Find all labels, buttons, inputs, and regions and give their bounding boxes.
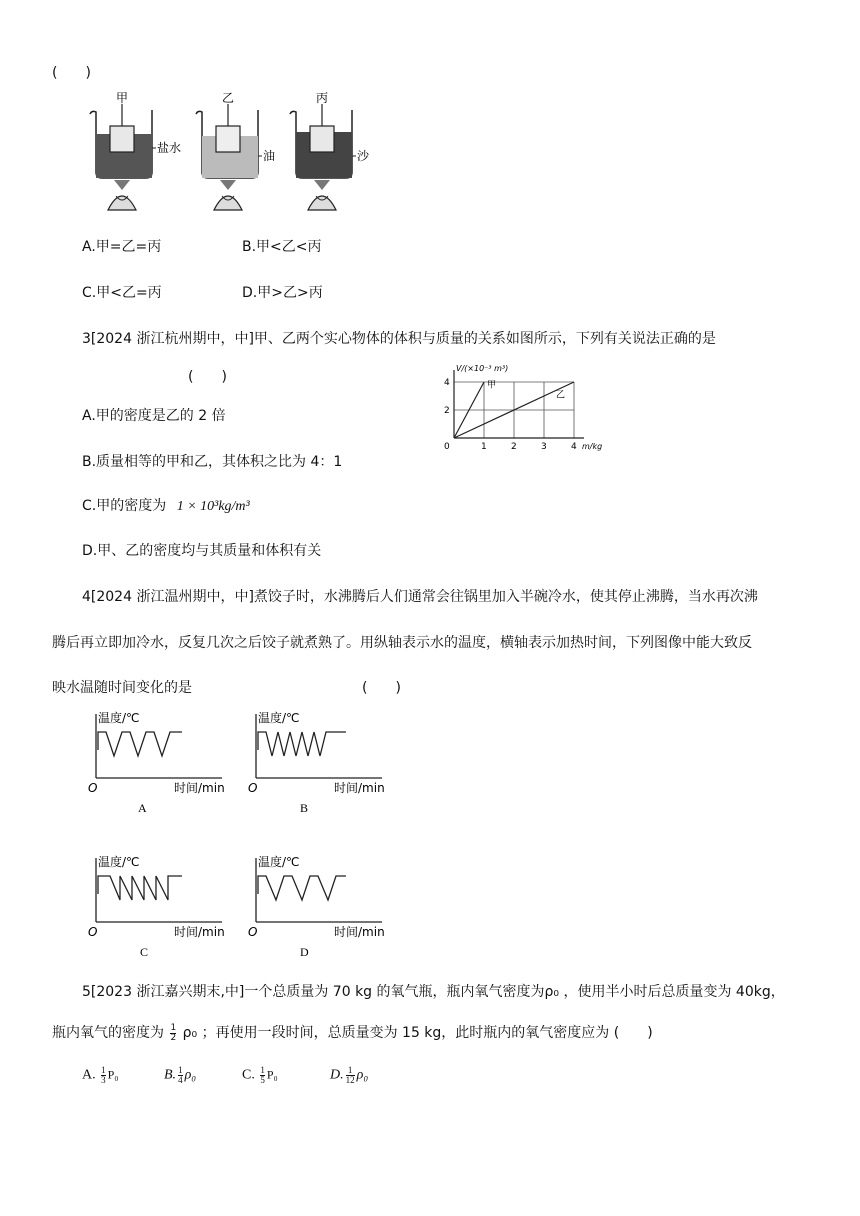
q3-option-a: A.甲的密度是乙的 2 倍 — [82, 408, 226, 424]
q3-option-d: D.甲、乙的密度均与其质量和体积有关 — [82, 543, 322, 559]
graph-a-curve — [98, 732, 182, 756]
graph-c-origin: O — [88, 925, 98, 939]
graph-c-letter: C — [140, 945, 149, 959]
graph-d-ylabel: 温度/℃ — [258, 855, 300, 869]
y-tick-label: 2 — [444, 406, 450, 416]
q5-option-c-suffix: P₀ — [266, 1067, 278, 1082]
x-axis-label: m/kg — [582, 442, 603, 451]
beaker-label-yi: 乙 — [222, 91, 235, 105]
beaker-label-jia: 甲 — [116, 91, 129, 105]
series-label-yi: 乙 — [556, 390, 566, 401]
q2-option-b: B.甲<乙<丙 — [242, 239, 322, 255]
graph-c-ylabel: 温度/℃ — [98, 855, 140, 869]
q5-option-b-suffix: ρ₀ — [184, 1067, 197, 1083]
liquid-label-sand: 沙 — [357, 149, 370, 163]
x-tick-label: 1 — [481, 442, 487, 452]
q4-stem-line2: 腾后再立即加冷水，反复几次之后饺子就煮熟了。用纵轴表示水的温度，横轴表示加热时间，下列图像中能大致反 — [52, 635, 752, 651]
graph-a-ylabel: 温度/℃ — [98, 711, 140, 725]
graph-d-curve — [258, 876, 346, 900]
x-tick-label: 3 — [541, 442, 547, 452]
q5-option-a-num: 1 — [101, 1065, 106, 1075]
graph-b-ylabel: 温度/℃ — [258, 711, 300, 725]
beaker-jia — [90, 91, 181, 210]
q3-stem: 3[2024 浙江杭州期中，中]甲、乙两个实心物体的体积与质量的关系如图所示，下列有关说法正确的是 — [82, 331, 716, 347]
q5-option-b-den: 4 — [178, 1075, 183, 1085]
q5-stem-line2-start: 瓶内氧气的密度为 — [52, 1025, 164, 1041]
q5-option-a-suffix: P₀ — [107, 1067, 119, 1082]
graph-c-xlabel: 时间/min — [174, 925, 225, 939]
q4-stem-line1: 4[2024 浙江温州期中，中]煮饺子时，水沸腾后人们通常会往锅里加入半碗冷水，使其停止沸腾，当水再次沸 — [82, 589, 758, 605]
graph-d-xlabel: 时间/min — [334, 925, 385, 939]
q3-option-c-math: 1 × 10³kg/m³ — [176, 499, 250, 514]
q5-option-c-prefix: C. — [242, 1067, 255, 1083]
q3-volume-mass-chart — [440, 362, 603, 454]
q5-stem-line1: 5[2023 浙江嘉兴期末,中]一个总质量为 70 kg 的氧气瓶，瓶内氧气密度为ρ₀ ，使用半小时后总质量变为 40kg， — [82, 984, 785, 1000]
q5-option-a-prefix: A. — [82, 1067, 96, 1083]
q5-stem-line2-end: ρ₀ ；再使用一段时间，总质量变为 15 kg，此时瓶内的氧气密度应为 ( ) — [182, 1025, 653, 1041]
q5-option-d-prefix: D. — [330, 1067, 344, 1083]
y-axis-label: V/(×10⁻³ m³) — [456, 364, 509, 373]
graph-b-origin: O — [248, 781, 258, 795]
graph-b-letter: B — [300, 801, 309, 815]
q4-graph-b — [246, 708, 386, 818]
q4-graph-a — [86, 708, 226, 818]
x-tick-label: 2 — [511, 442, 517, 452]
beaker-yi — [196, 91, 275, 210]
series-label-jia: 甲 — [487, 380, 497, 391]
liquid-label-saltwater: 盐水 — [157, 141, 182, 155]
q5-option-c — [242, 1066, 278, 1085]
graph-d-origin: O — [248, 925, 258, 939]
graph-a-origin: O — [88, 781, 98, 795]
liquid-label-oil: 油 — [263, 149, 276, 163]
q5-stem-line2 — [52, 1022, 653, 1043]
q3-option-b: B.质量相等的甲和乙，其体积之比为 4：1 — [82, 454, 343, 470]
graph-b-curve — [258, 732, 346, 756]
q4-graph-d — [246, 852, 386, 962]
graph-c-curve — [98, 876, 182, 900]
graph-b-xlabel: 时间/min — [334, 781, 385, 795]
q5-option-d-suffix: ρ₀ — [356, 1067, 369, 1083]
q5-half-den: 2 — [170, 1032, 177, 1043]
graph-d-letter: D — [300, 945, 309, 959]
q5-option-b-prefix: B. — [164, 1067, 177, 1083]
q5-option-c-den: 5 — [260, 1075, 265, 1085]
y-tick-label: 4 — [444, 378, 450, 388]
q5-option-a — [82, 1066, 118, 1085]
q4-stem-line3: 映水温随时间变化的是 — [52, 680, 192, 696]
q5-half-num: 1 — [170, 1022, 177, 1033]
q5-option-d — [330, 1066, 368, 1085]
x-tick-label: 4 — [571, 442, 577, 452]
q2-option-d: D.甲>乙>丙 — [242, 285, 323, 301]
q5-option-d-den: 12 — [345, 1075, 355, 1085]
graph-a-letter: A — [138, 801, 147, 815]
q5-option-b — [164, 1066, 196, 1085]
q4-answer-bracket: ( ) — [362, 680, 401, 696]
q5-option-a-den: 3 — [101, 1075, 106, 1085]
q5-option-d-num: 1 — [347, 1065, 353, 1075]
q5-option-c-num: 1 — [260, 1065, 265, 1075]
q4-graph-c — [86, 852, 226, 962]
q5-option-b-num: 1 — [178, 1065, 183, 1075]
q2-beaker-figure — [84, 86, 384, 216]
q3-option-c-text: C.甲的密度为 — [82, 498, 167, 514]
q5-half-fraction — [170, 1024, 176, 1043]
q2-answer-bracket: ( ) — [52, 65, 91, 81]
q2-option-c: C.甲<乙=丙 — [82, 285, 162, 301]
beaker-bing — [290, 91, 370, 210]
q3-answer-bracket: ( ) — [188, 369, 227, 385]
graph-a-xlabel: 时间/min — [174, 781, 225, 795]
q2-option-a: A.甲=乙=丙 — [82, 239, 162, 255]
beaker-label-bing: 丙 — [316, 91, 329, 105]
x-tick-label: 0 — [444, 442, 450, 452]
q3-option-c — [82, 495, 250, 515]
